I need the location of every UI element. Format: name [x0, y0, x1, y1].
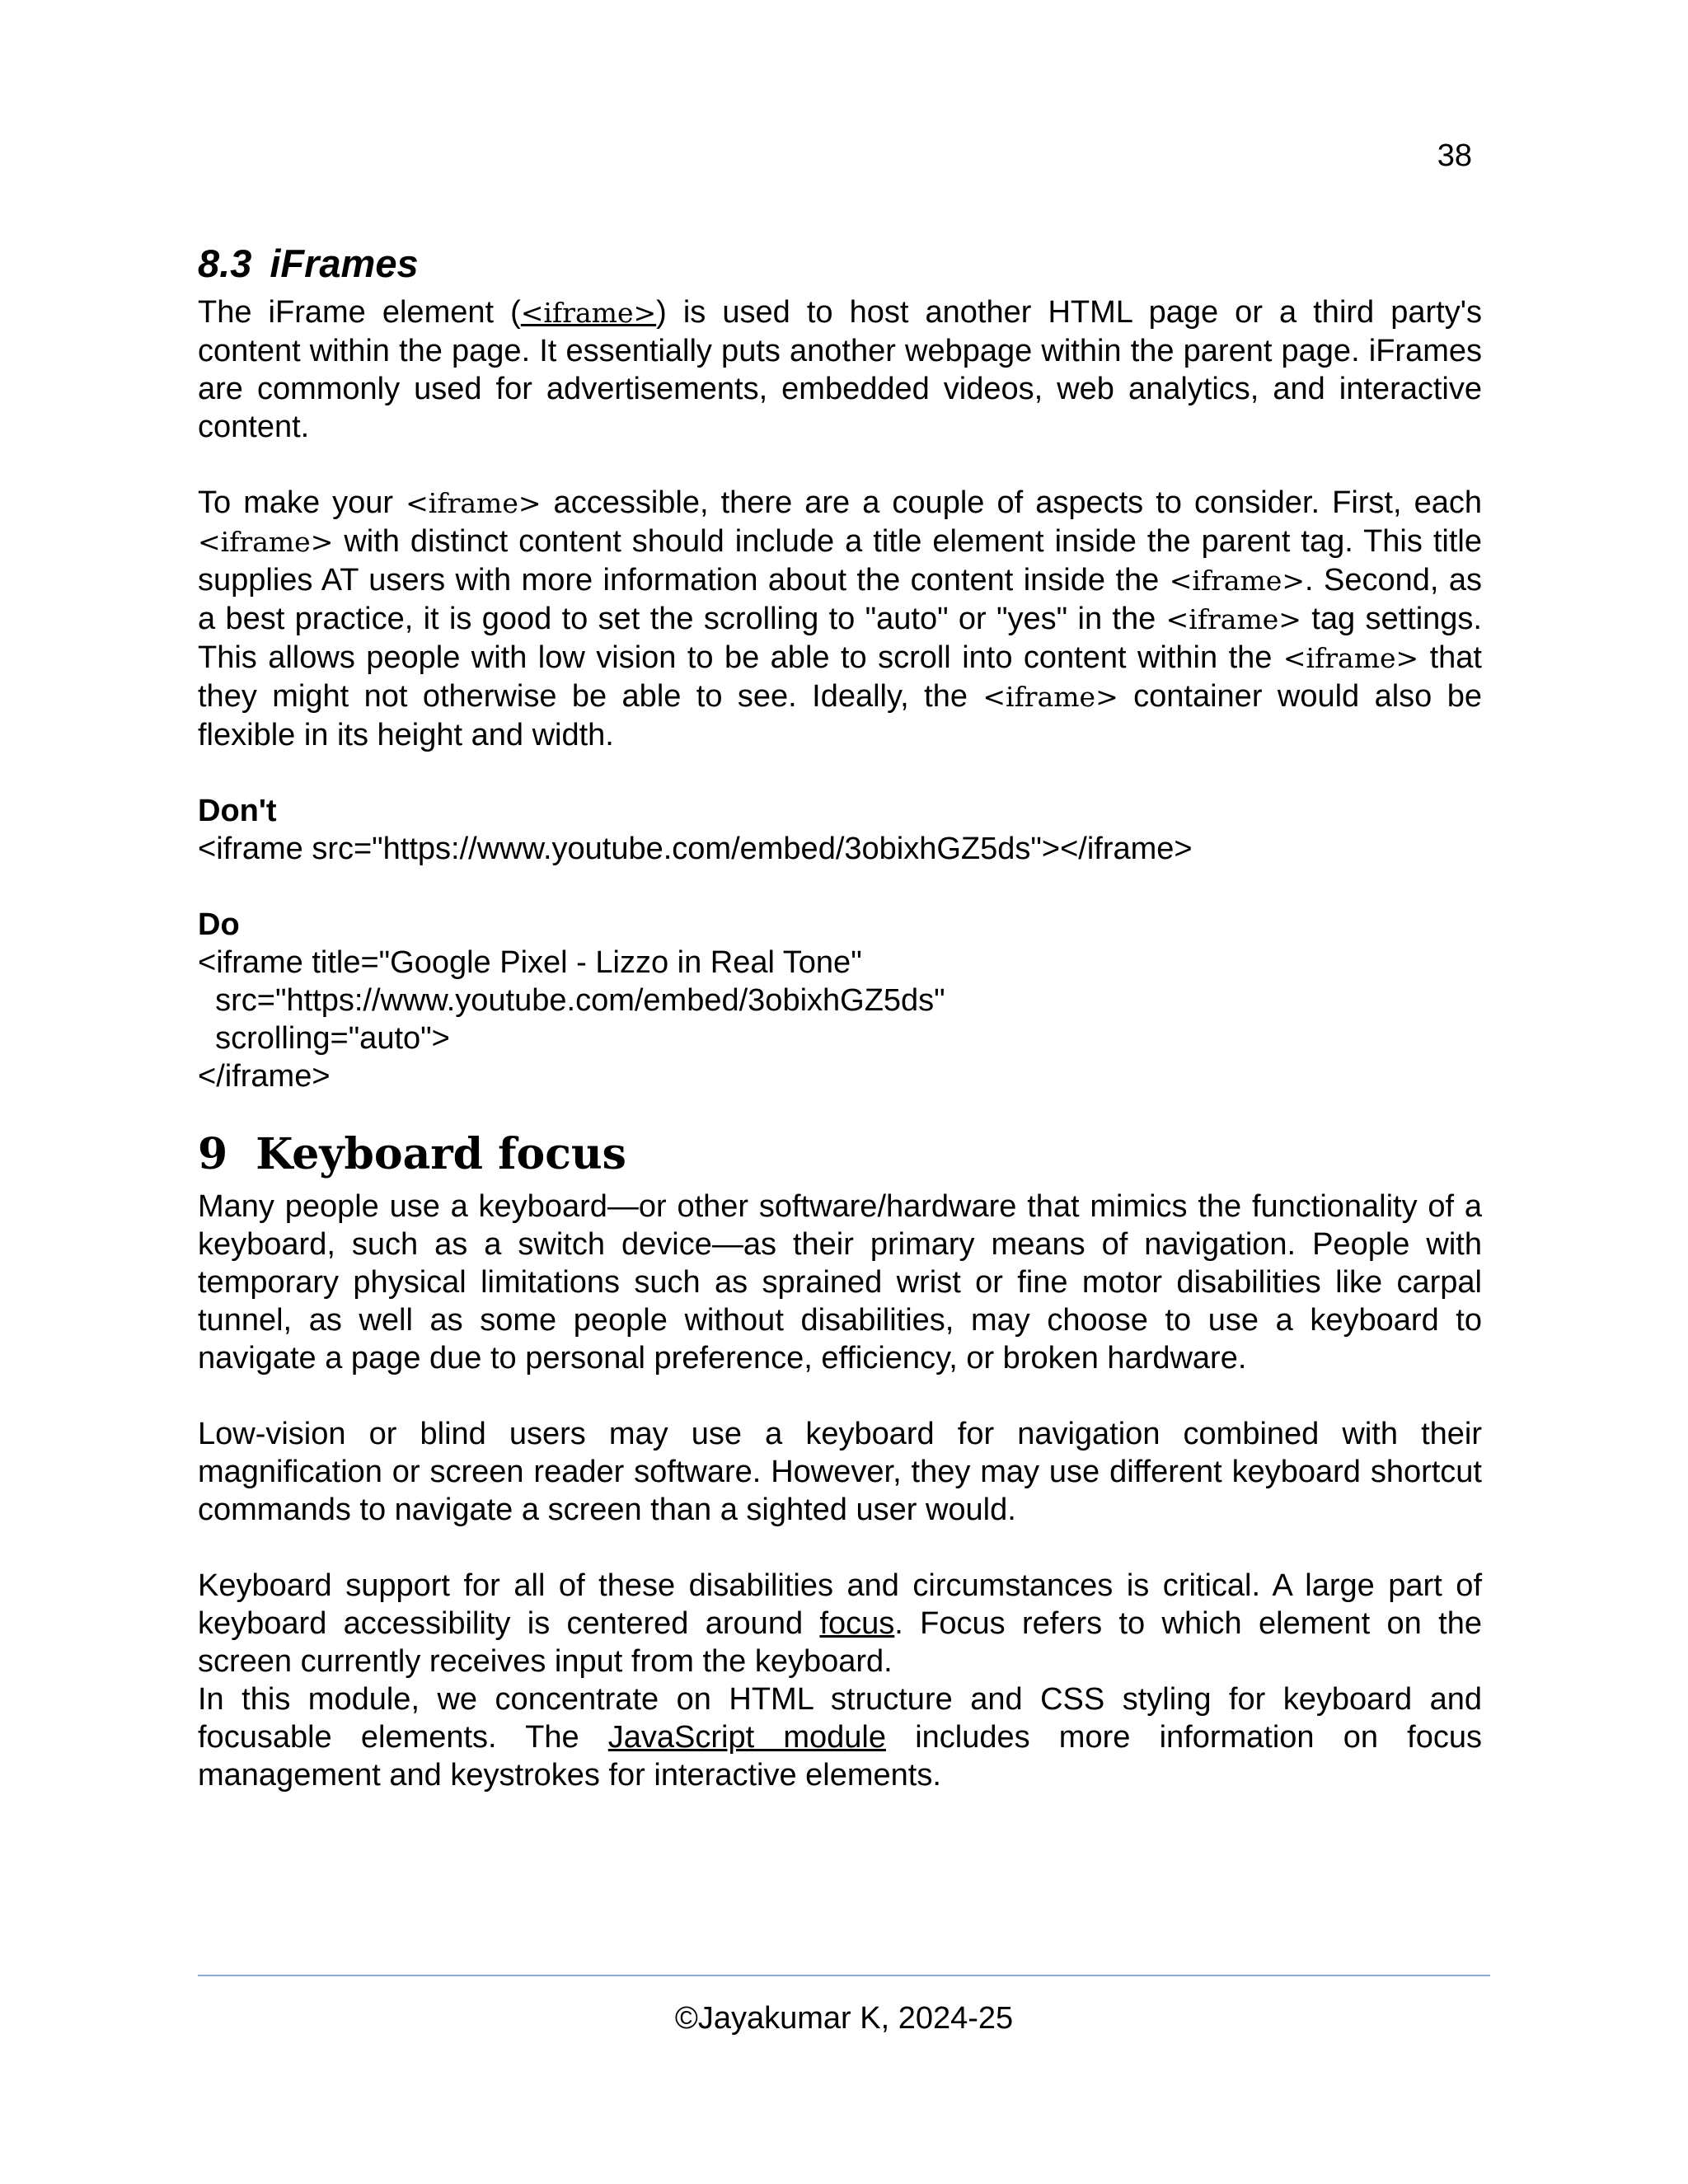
iframe-code: <iframe> [1165, 603, 1301, 635]
text-run: tag settings. This allows people with low vision to be able to scroll into content within the [198, 602, 1482, 675]
section-number: 8.3 [198, 241, 252, 285]
keyboard-support-paragraph [198, 1567, 1482, 1680]
section-title: Keyboard focus [256, 1129, 626, 1179]
dont-code-example: <iframe src="https://www.youtube.com/embed/3obixhGZ5ds"></iframe> [198, 832, 1193, 866]
text-run: To make your [198, 485, 406, 520]
text-run: . Focus refers to which element on the screen currently receives input from the keyboard. [198, 1606, 1482, 1679]
do-code-line: scrolling="auto"> [198, 1021, 450, 1056]
text-run: ) is used to host another HTML page or a third party's content within the page. It essentially puts another webpage within the parent page. iFrames are commonly used for advertisements, embedded videos, web analytics, and interactive content. [198, 295, 1482, 444]
text-run: container would also be flexible in its height and width. [198, 679, 1482, 752]
text-run: . Second, as a best practice, it is good to set the scrolling to "auto" or "yes" in the [198, 563, 1482, 636]
iframe-element-link[interactable]: <iframe> [520, 297, 657, 329]
do-code-line: <iframe title="Google Pixel - Lizzo in Real Tone" [198, 945, 862, 980]
iframe-code: <iframe> [198, 526, 334, 558]
iframe-code: <iframe> [1282, 642, 1419, 674]
text-run: includes more information on focus management and keystrokes for interactive elements. [198, 1720, 1483, 1793]
section-number: 9 [198, 1129, 228, 1179]
dont-label: Don't [198, 794, 277, 828]
footer-divider [198, 1975, 1490, 1976]
iframe-code: <iframe> [1169, 565, 1306, 597]
focus-link[interactable]: focus [819, 1606, 895, 1641]
section-heading-8-3 [198, 239, 1482, 288]
text-run: In this module, we concentrate on HTML structure and CSS styling for keyboard and focusable elements. The [198, 1682, 1482, 1755]
iframe-intro-paragraph [198, 293, 1482, 446]
do-code-line: </iframe> [198, 1059, 331, 1094]
low-vision-paragraph: Low-vision or blind users may use a keyboard for navigation combined with their magnification or screen reader software. However, they may use different keyboard shortcut commands to navigate a screen than a sighted user would. [198, 1417, 1482, 1527]
iframe-accessibility-paragraph [198, 484, 1482, 754]
text-run: with distinct content should include a title element inside the parent tag. This title supplies AT users with more information about the content inside the [198, 524, 1482, 598]
module-paragraph [198, 1680, 1482, 1794]
text-run: The iFrame element ( [198, 295, 521, 330]
iframe-code: <iframe> [406, 487, 542, 519]
footer-copyright: ©Jayakumar K, 2024-25 [674, 2001, 1014, 2036]
page-number: 38 [1437, 138, 1472, 173]
keyboard-intro-paragraph: Many people use a keyboard—or other software/hardware that mimics the functionality of a keyboard, such as a switch device—as their primary means of navigation. People with temporary physical limitations such as sprained wrist or fine motor disabilities like carpal tunnel, as well as some people without disabilities, may choose to use a keyboard to navigate a page due to personal preference, efficiency, or broken hardware. [198, 1189, 1482, 1376]
section-title: iFrames [270, 241, 419, 285]
text-run: Keyboard support for all of these disabilities and circumstances is critical. A large part of keyboard accessibility is centered around [198, 1568, 1482, 1641]
javascript-module-link[interactable]: JavaScript module [607, 1720, 887, 1755]
page-content [198, 239, 1482, 1794]
do-label: Do [198, 907, 240, 942]
do-code-line: src="https://www.youtube.com/embed/3obixhGZ5ds" [198, 983, 945, 1018]
text-run: that they might not otherwise be able to see. Ideally, the [198, 640, 1482, 714]
section-heading-9 [198, 1128, 1482, 1181]
text-run: accessible, there are a couple of aspects to consider. First, each [541, 485, 1482, 520]
iframe-code: <iframe> [982, 681, 1118, 713]
